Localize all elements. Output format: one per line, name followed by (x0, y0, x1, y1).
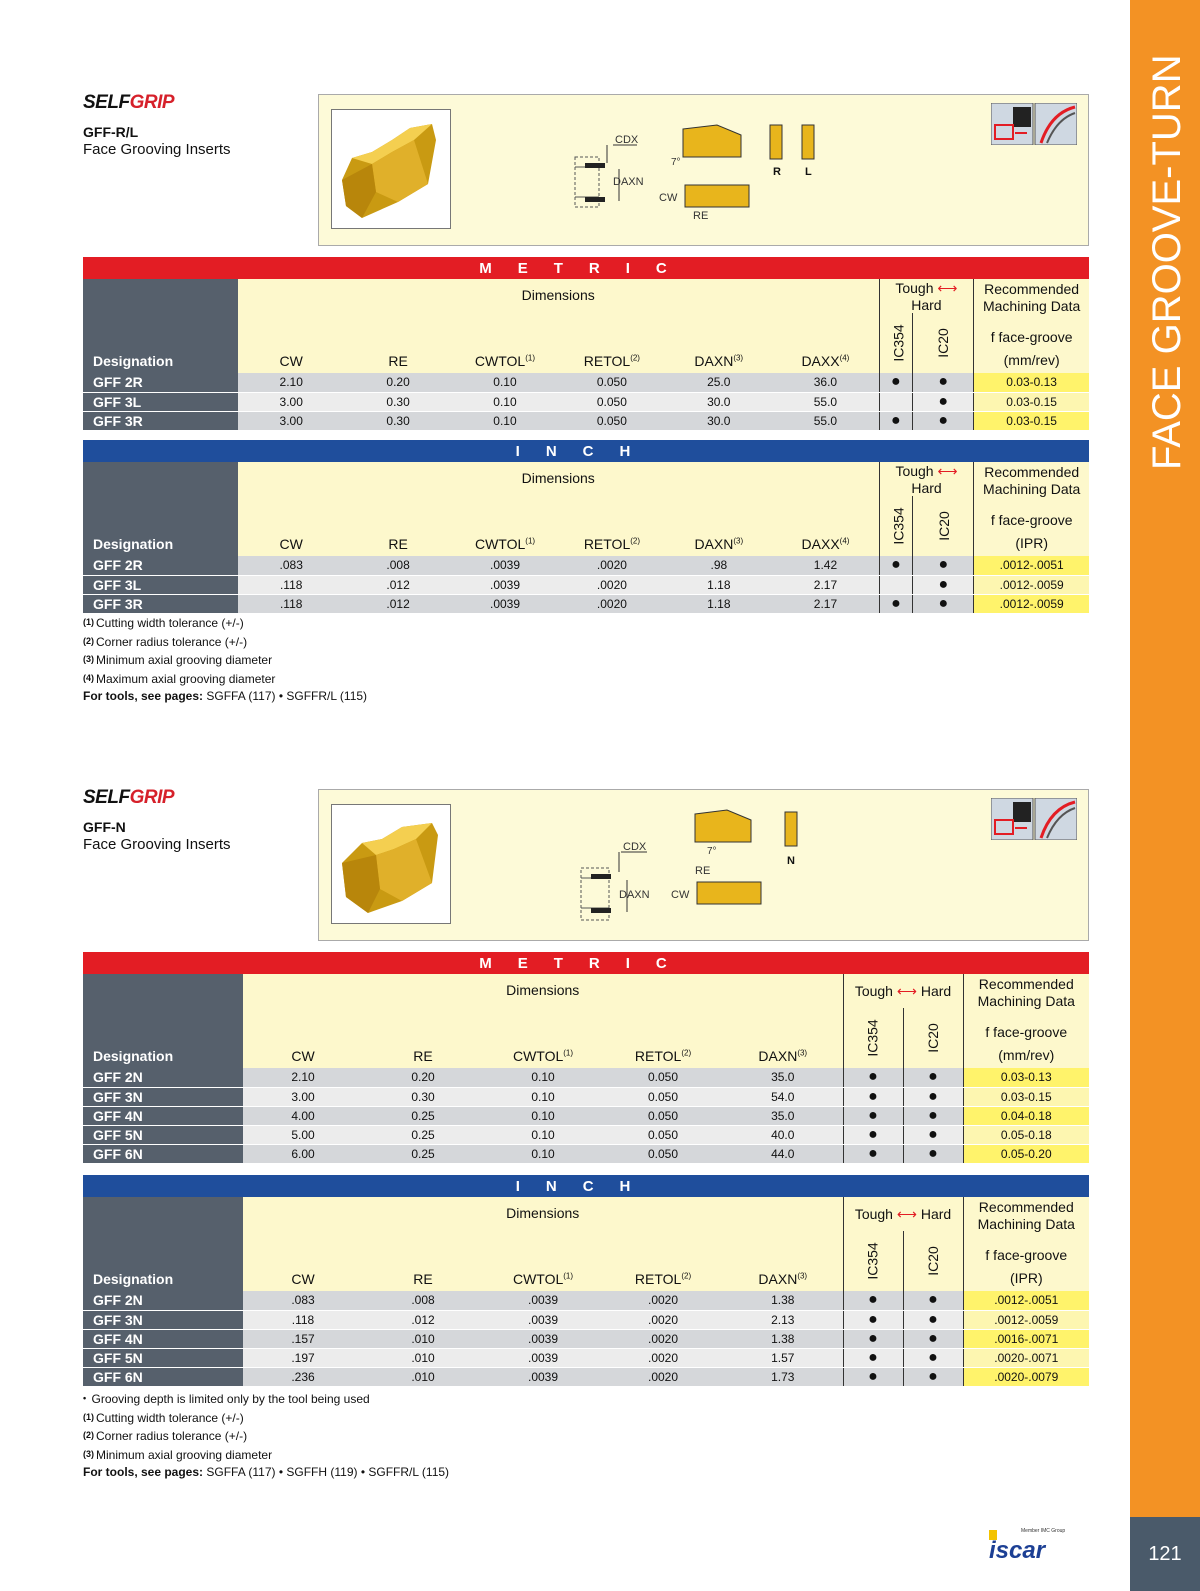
cw-label: CW (671, 889, 690, 901)
table-row: GFF 3R .118 .012 .0039 .0020 1.18 2.17 ● ● .0012-.0059 (83, 594, 1089, 613)
footnote: $^{(4)}$ Maximum axial grooving diameter (83, 671, 276, 686)
designation-header: Designation (83, 974, 243, 1068)
insert-figure-box (318, 94, 1089, 246)
footnote: $^{(1)}$ Cutting width tolerance (+/-) (83, 616, 244, 630)
table-row: GFF 5N 5.00 0.25 0.10 0.050 40.0 ● ● 0.05-0.18 (83, 1125, 1089, 1144)
grade-ic354: IC354 (843, 1008, 903, 1068)
insert-photo (331, 109, 451, 229)
grade-ic354: IC354 (843, 1231, 903, 1291)
grade-ic20: IC20 (913, 496, 974, 556)
tough-hard-header: Tough ⟷ Hard (879, 462, 974, 496)
table-row: GFF 6N .236 .010 .0039 .0020 1.73 ● ● .0020-.0079 (83, 1367, 1089, 1386)
insert-technical-drawing (567, 117, 837, 229)
col-retol: RETOL$^{(2)}$ (603, 1231, 723, 1291)
col-re: RE (345, 313, 452, 373)
col-re: RE (363, 1008, 483, 1068)
footnote: $^{(3)}$ Minimum axial grooving diameter (83, 1447, 273, 1462)
table-row: GFF 2N 2.10 0.20 0.10 0.050 35.0 ● ● 0.03-0.13 (83, 1068, 1089, 1087)
designation-header: Designation (83, 1197, 243, 1291)
col-daxn: DAXN$^{(3)}$ (723, 1008, 843, 1068)
table-row: GFF 6N 6.00 0.25 0.10 0.050 44.0 ● ● 0.05-0.20 (83, 1144, 1089, 1163)
insert-photo (331, 804, 451, 924)
table-row: GFF 3N 3.00 0.30 0.10 0.050 54.0 ● ● 0.03-0.15 (83, 1087, 1089, 1106)
table-row: GFF 2N .083 .008 .0039 .0020 1.38 ● ● .0012-.0051 (83, 1291, 1089, 1310)
metric-band: METRIC (83, 257, 1089, 279)
model-subtitle: Face Grooving Inserts (83, 141, 231, 158)
table-row: GFF 4N 4.00 0.25 0.10 0.050 35.0 ● ● 0.04-0.18 (83, 1106, 1089, 1125)
svg-text:Member IMC Group: Member IMC Group (1021, 1528, 1066, 1534)
dimensions-header: Dimensions (238, 462, 879, 496)
table-row: GFF 3L .118 .012 .0039 .0020 1.18 2.17 ● .0012-.0059 (83, 575, 1089, 594)
model-title: GFF-R/L (83, 124, 139, 140)
footnote: $^{(2)}$ Corner radius tolerance (+/-) (83, 634, 248, 649)
table-row: GFF 5N .197 .010 .0039 .0020 1.57 ● ● .0020-.0071 (83, 1348, 1089, 1367)
gff-n-inch-table (83, 1175, 1089, 1387)
cw-label: CW (659, 192, 678, 204)
col-cwtol: CWTOL$^{(1)}$ (452, 496, 559, 556)
grade-ic20: IC20 (903, 1231, 963, 1291)
table-row: GFF 3R 3.00 0.30 0.10 0.050 30.0 55.0 ● ● 0.03-0.15 (83, 411, 1089, 430)
dimensions-header: Dimensions (243, 1197, 843, 1231)
dimensions-header: Dimensions (238, 279, 879, 313)
metric-band: METRIC (83, 952, 1089, 974)
footnotes-section2 (83, 1390, 1089, 1482)
model-subtitle: Face Grooving Inserts (83, 836, 231, 853)
tools-reference: For tools, see pages: SGFFA (117) • SGFFH (119) • SGFFR/L (115) (83, 1465, 450, 1479)
col-cw: CW (243, 1008, 363, 1068)
dimensions-header: Dimensions (243, 974, 843, 1008)
angle-label: 7° (707, 846, 717, 857)
tough-hard-header: Tough ⟷ Hard (879, 279, 974, 313)
footnote: $^{(1)}$ Cutting width tolerance (+/-) (83, 1410, 244, 1425)
inch-band: INCH (83, 440, 1089, 462)
recommended-header: Recommended Machining Data f face-groove (IPR) (974, 462, 1089, 556)
table-row: GFF 4N .157 .010 .0039 .0020 1.38 ● ● .0016-.0071 (83, 1329, 1089, 1348)
application-face-grooving-icon (991, 798, 1077, 840)
angle-label: 7° (671, 157, 681, 168)
col-re: RE (363, 1231, 483, 1291)
selfgrip-brand: SELFGRIP (83, 787, 175, 808)
iscar-logo (987, 1524, 1091, 1564)
model-title: GFF-N (83, 819, 126, 835)
table-row: GFF 3N .118 .012 .0039 .0020 2.13 ● ● .0012-.0059 (83, 1310, 1089, 1329)
l-label: L (805, 166, 812, 178)
inch-band: INCH (83, 1175, 1089, 1197)
grade-ic354: IC354 (879, 313, 913, 373)
re-label: RE (695, 865, 711, 877)
insert-figure-box (318, 789, 1089, 941)
col-retol: RETOL$^{(2)}$ (558, 313, 665, 373)
re-label: RE (693, 210, 709, 222)
r-label: R (773, 166, 781, 178)
tough-hard-header: Tough ⟷ Hard (843, 974, 963, 1008)
gff-rl-inch-table (83, 440, 1089, 614)
recommended-header: Recommended Machining Data f face-groove (mm/rev) (963, 974, 1089, 1068)
selfgrip-brand: SELFGRIP (83, 92, 175, 113)
section-title-vertical: FACE GROOVE-TURN (1145, 54, 1189, 470)
recommended-header: Recommended Machining Data f face-groove (IPR) (963, 1197, 1089, 1291)
footnotes-section1 (83, 614, 1089, 706)
col-cwtol: CWTOL$^{(1)}$ (483, 1231, 603, 1291)
col-daxn: DAXN$^{(3)}$ (723, 1231, 843, 1291)
footnote: $^{(3)}$ Minimum axial grooving diameter (83, 653, 273, 667)
daxn-label: DAXN (613, 176, 644, 188)
insert-technical-drawing (567, 808, 847, 926)
recommended-header: Recommended Machining Data f face-groove (mm/rev) (974, 279, 1089, 373)
designation-header: Designation (83, 279, 238, 373)
footnote: $^{(2)}$ Corner radius tolerance (+/-) (83, 1429, 248, 1443)
gff-rl-metric-table (83, 257, 1089, 431)
col-daxx: DAXX$^{(4)}$ (772, 496, 879, 556)
table-row: GFF 2R 2.10 0.20 0.10 0.050 25.0 36.0 ● ● 0.03-0.13 (83, 373, 1089, 392)
svg-text:iscar: iscar (989, 1537, 1046, 1564)
col-re: RE (345, 496, 452, 556)
daxn-label: DAXN (619, 889, 650, 901)
footnote: • Grooving depth is limited only by the tool being used (83, 1392, 370, 1406)
grade-ic20: IC20 (913, 313, 974, 373)
grade-ic20: IC20 (903, 1008, 963, 1068)
col-daxx: DAXX$^{(4)}$ (772, 313, 879, 373)
tough-hard-header: Tough ⟷ Hard (843, 1197, 963, 1231)
col-cwtol: CWTOL$^{(1)}$ (483, 1008, 603, 1068)
designation-header: Designation (83, 462, 238, 556)
col-daxn: DAXN$^{(3)}$ (665, 496, 772, 556)
col-retol: RETOL$^{(2)}$ (603, 1008, 723, 1068)
gff-n-metric-table (83, 952, 1089, 1164)
col-retol: RETOL$^{(2)}$ (558, 496, 665, 556)
table-row: GFF 2R .083 .008 .0039 .0020 .98 1.42 ● ● .0012-.0051 (83, 556, 1089, 575)
table-row: GFF 3L 3.00 0.30 0.10 0.050 30.0 55.0 ● 0.03-0.15 (83, 392, 1089, 411)
n-label: N (787, 855, 795, 867)
col-cw: CW (238, 313, 345, 373)
cdx-label: CDX (623, 841, 647, 853)
col-daxn: DAXN$^{(3)}$ (665, 313, 772, 373)
tools-reference: For tools, see pages: SGFFA (117) • SGFFR/L (115) (83, 689, 368, 703)
col-cwtol: CWTOL$^{(1)}$ (452, 313, 559, 373)
page-number: 121 (1130, 1517, 1200, 1591)
grade-ic354: IC354 (879, 496, 913, 556)
cdx-label: CDX (615, 134, 639, 146)
col-cw: CW (238, 496, 345, 556)
application-face-grooving-icon (991, 103, 1077, 145)
col-cw: CW (243, 1231, 363, 1291)
